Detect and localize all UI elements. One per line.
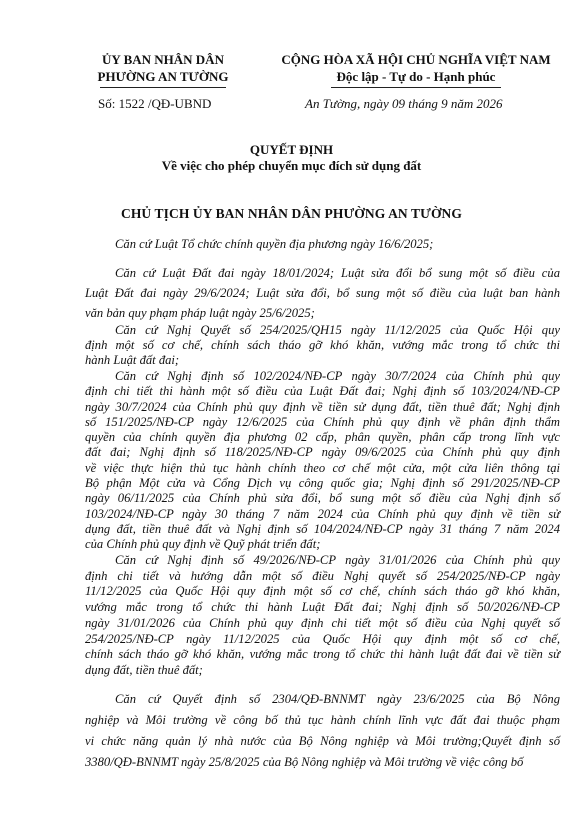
paragraph-line: hành Luật đất đai; (85, 353, 180, 367)
paragraph-line: số 151/2025/NĐ-CP ngày 12/6/2025 của Chính phủ quy định về phân định thẩm (85, 414, 560, 429)
paragraph-line: ngày 31/01/2026 của Chính phủ quy định chi tiết một số điều của Nghị quyết số (85, 615, 560, 630)
motto-underline (331, 87, 501, 88)
paragraph-line: 254/2025/NĐ-CP ngày 11/12/2025 của Quốc Hội quy định một số cơ chế, (85, 631, 560, 646)
paragraph-line: của Chính phủ quy định về Quỹ phát triển đất; (85, 537, 321, 552)
paragraph-line: ngày 06/11/2025 của Chính phủ sửa đổi, bổ sung một số điều của Nghị định số (85, 491, 560, 506)
paragraph-line: Căn cứ Nghị Quyết số 254/2025/QH15 ngày 11/12/2025 của Quốc Hội quy (115, 323, 560, 337)
agency-name-line1: ỦY BAN NHÂN DÂN (102, 52, 224, 67)
paragraph-line: vướng mắc trong tổ chức thi hành Luật Đất đai; Nghị định số 50/2026/NĐ-CP (85, 600, 560, 615)
paragraph-line: ngày 30/7/2024 của Chính phủ quy định về tiền sử dụng đất, tiền thuê đất; Nghị định (85, 399, 560, 414)
paragraph-line: Căn cứ Luật Đất đai ngày 18/01/2024; Luật sửa đổi bổ sung một số điều của (115, 266, 560, 280)
paragraph-line: chính sách tháo gỡ khó khăn, vướng mắc trong tổ chức thi hành luật đất đai về tiền sử (85, 647, 560, 662)
legal-basis-paragraph (85, 235, 560, 253)
paragraph-line: dụng đất, tiền thuê đất; (85, 662, 203, 677)
legal-basis-paragraph (85, 689, 560, 773)
paragraph-line: 3380/QĐ-BNNMT ngày 25/8/2025 của Bộ Nông nghiệp và Môi trường về việc công bố (85, 755, 524, 769)
issuing-agency (78, 52, 248, 88)
document-number: Số: 1522 /QĐ-UBND (98, 96, 212, 111)
document-subtitle: Về việc cho phép chuyển mục đích sử dụng đất (161, 158, 422, 173)
paragraph-line: Căn cứ Nghị định số 49/2026/NĐ-CP ngày 31/01/2026 của Chính phủ quy (115, 553, 560, 567)
legal-basis-paragraph (85, 553, 560, 679)
agency-underline (100, 87, 226, 88)
national-motto (270, 52, 562, 88)
legal-basis-paragraph (85, 369, 560, 553)
paragraph-line: dụng đất, tiền thuê đất và Nghị định số 104/2024/NĐ-CP ngày 31 tháng 7 năm 2024 (85, 521, 560, 536)
legal-basis-paragraph (85, 323, 560, 368)
paragraph-line: đất đai; Nghị định số 118/2025/NĐ-CP ngày 09/6/2025 của Chính phủ quy định (85, 445, 560, 460)
paragraph-line: 11/12/2025 của Quốc Hội quy định một số cơ chế, chính sách tháo gỡ khó khăn, (85, 584, 560, 599)
paragraph-line: Căn cứ Quyết định số 2304/QĐ-BNNMT ngày 23/6/2025 của Bộ Nông (115, 692, 560, 706)
paragraph-line: Bộ phận Một cửa và Cổng Dịch vụ công quốc gia; Nghị định số 291/2025/NĐ-CP (85, 476, 560, 491)
paragraph-line: vi chức năng quản lý nhà nước của Bộ Nông nghiệp và Môi trường;Quyết định số (85, 734, 560, 748)
paragraph-line: Căn cứ Luật Tổ chức chính quyền địa phương ngày 16/6/2025; (115, 237, 434, 251)
document-title: QUYẾT ĐỊNH (249, 142, 334, 157)
country-name: CỘNG HÒA XÃ HỘI CHỦ NGHĨA VIỆT NAM (281, 52, 551, 67)
place-date: An Tường, ngày 09 tháng 9 năm 2026 (305, 96, 503, 111)
paragraph-line: định chi tiết thi hành một số điều của Luật Đất đai; Nghị định số 103/2024/NĐ-CP (85, 384, 560, 399)
issuer-heading: CHỦ TỊCH ỦY BAN NHÂN DÂN PHƯỜNG AN TƯỜNG (120, 206, 462, 221)
paragraph-line: định chi tiết và hướng dẫn một số điều Nghị quyết số 254/2025/NĐ-CP ngày (85, 568, 560, 583)
legal-basis-paragraph (85, 263, 560, 323)
paragraph-line: 103/2024/NĐ-CP ngày 30 tháng 7 năm 2024 của Chính phủ quy định về tiền sử (85, 506, 560, 521)
paragraph-line: về việc thực hiện thủ tục hành chính theo cơ chế một cửa, một cửa liên thông tại (85, 460, 560, 475)
motto: Độc lập - Tự do - Hạnh phúc (336, 69, 496, 84)
paragraph-line: Căn cứ Nghị định số 102/2024/NĐ-CP ngày 30/7/2024 của Chính phủ quy (115, 369, 560, 383)
paragraph-line: văn bản quy phạm pháp luật ngày 25/6/2025; (85, 306, 315, 320)
paragraph-line: định một số cơ chế, chính sách tháo gỡ khó khăn, vướng mắc trong tổ chức thi (85, 338, 560, 352)
paragraph-line: Luật Đất đai ngày 29/6/2024; Luật sửa đổi, bổ sung một số điều của luật ban hành (85, 286, 560, 300)
agency-name-line2: PHƯỜNG AN TƯỜNG (97, 69, 229, 84)
paragraph-line: nghiệp và Môi trường về công bố thủ tục hành chính lĩnh vực đất đai thuộc phạm (85, 713, 560, 727)
paragraph-line: quyền của chính quyền địa phương 02 cấp, phân quyền, phân cấp trong lĩnh vực (85, 430, 560, 445)
